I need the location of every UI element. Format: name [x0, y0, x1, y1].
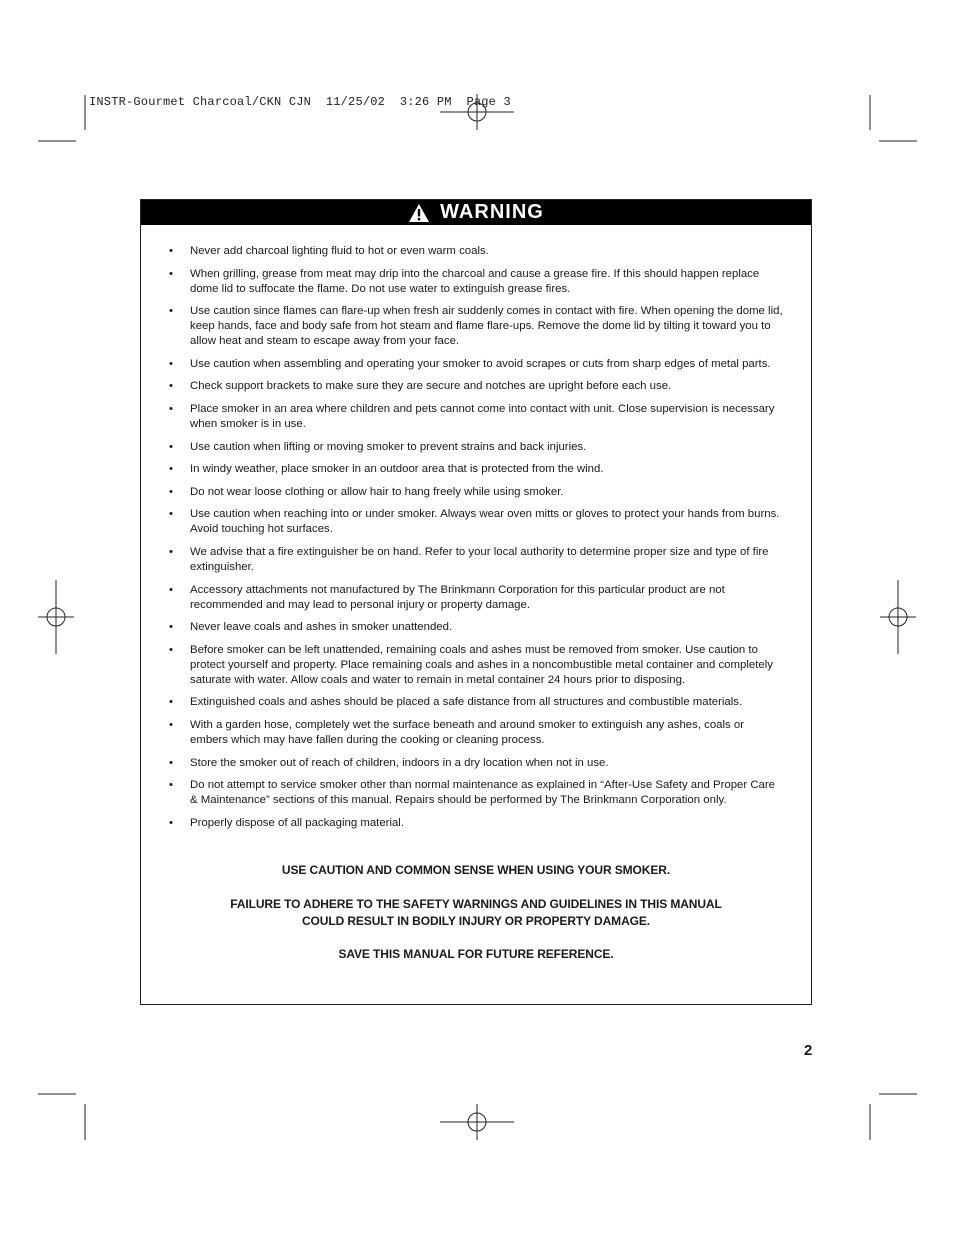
registration-mark-bottom: [440, 1104, 514, 1140]
list-item: • Do not attempt to service smoker other than normal maintenance as explained in “After-Use Safety and Proper Care & Maintenance” sections of this manual. Repairs should be performed by The Brinkmann Corporation only.: [141, 778, 811, 808]
list-item: • Properly dispose of all packaging material.: [141, 816, 811, 831]
list-item: • Place smoker in an area where children and pets cannot come into contact with unit. Close supervision is necessary when smoker is in use.: [141, 402, 811, 432]
list-item: • Use caution since flames can flare-up when fresh air suddenly comes in contact with fire. When opening the dome lid, keep hands, face and body safe from hot steam and flame flare-ups. Remove the dome lid by tilting it toward you to allow heat and steam to escape away from your face.: [141, 304, 811, 349]
save-manual-statement: SAVE THIS MANUAL FOR FUTURE REFERENCE.: [338, 947, 614, 961]
list-item: • When grilling, grease from meat may drip into the charcoal and cause a grease fire. If this should happen replace dome lid to suffocate the flame. Do not use water to extinguish grease fires.: [141, 267, 811, 297]
page-number: 2: [804, 1042, 813, 1059]
failure-statement-line-1: FAILURE TO ADHERE TO THE SAFETY WARNINGS AND GUIDELINES IN THIS MANUAL: [230, 897, 722, 911]
list-item: • Use caution when reaching into or under smoker. Always wear oven mitts or gloves to protect your hands from burns. Avoid touching hot surfaces.: [141, 507, 811, 537]
list-item: • We advise that a fire extinguisher be on hand. Refer to your local authority to determine proper size and type of fire extinguisher.: [141, 545, 811, 575]
failure-statement-line-2: COULD RESULT IN BODILY INJURY OR PROPERTY DAMAGE.: [301, 914, 651, 928]
list-item: • Use caution when lifting or moving smoker to prevent strains and back injuries.: [141, 440, 811, 455]
list-item: • Never add charcoal lighting fluid to hot or even warm coals.: [141, 244, 811, 259]
print-slug-line: INSTR-Gourmet Charcoal/CKN CJN 11/25/02 3:26 PM Page 3: [89, 95, 511, 109]
warning-triangle-icon: [408, 203, 430, 223]
list-item: • Before smoker can be left unattended, remaining coals and ashes must be removed from smoker. Use caution to protect yourself and property. Place remaining coals and ashes in a noncombustible metal container and completely saturate with water. Allow coals and water to remain in metal container 24 hours prior to disposing.: [141, 643, 811, 688]
list-item: • Extinguished coals and ashes should be placed a safe distance from all structures and combustible materials.: [141, 695, 811, 710]
warning-list: [141, 244, 811, 838]
list-item: • Use caution when assembling and operating your smoker to avoid scrapes or cuts from sharp edges of metal parts.: [141, 357, 811, 372]
caution-statement: USE CAUTION AND COMMON SENSE WHEN USING YOUR SMOKER.: [281, 863, 671, 877]
list-item: • Accessory attachments not manufactured by The Brinkmann Corporation for this particular product are not recommended and may lead to personal injury or property damage.: [141, 583, 811, 613]
list-item: • Check support brackets to make sure they are secure and notches are upright before each use.: [141, 379, 811, 394]
registration-mark-top: [440, 94, 514, 130]
warning-title: WARNING: [440, 201, 544, 223]
list-item: • In windy weather, place smoker in an outdoor area that is protected from the wind.: [141, 462, 811, 477]
registration-mark-right: [880, 580, 916, 654]
list-item: • Never leave coals and ashes in smoker unattended.: [141, 620, 811, 635]
list-item: • Do not wear loose clothing or allow hair to hang freely while using smoker.: [141, 485, 811, 500]
warning-header: [141, 200, 811, 225]
list-item: • With a garden hose, completely wet the surface beneath and around smoker to extinguish any ashes, coals or embers which may have fallen during the cooking or cleaning process.: [141, 718, 811, 748]
list-item: • Store the smoker out of reach of children, indoors in a dry location when not in use.: [141, 756, 811, 771]
warning-box: [140, 199, 812, 1005]
registration-mark-left: [38, 580, 74, 654]
